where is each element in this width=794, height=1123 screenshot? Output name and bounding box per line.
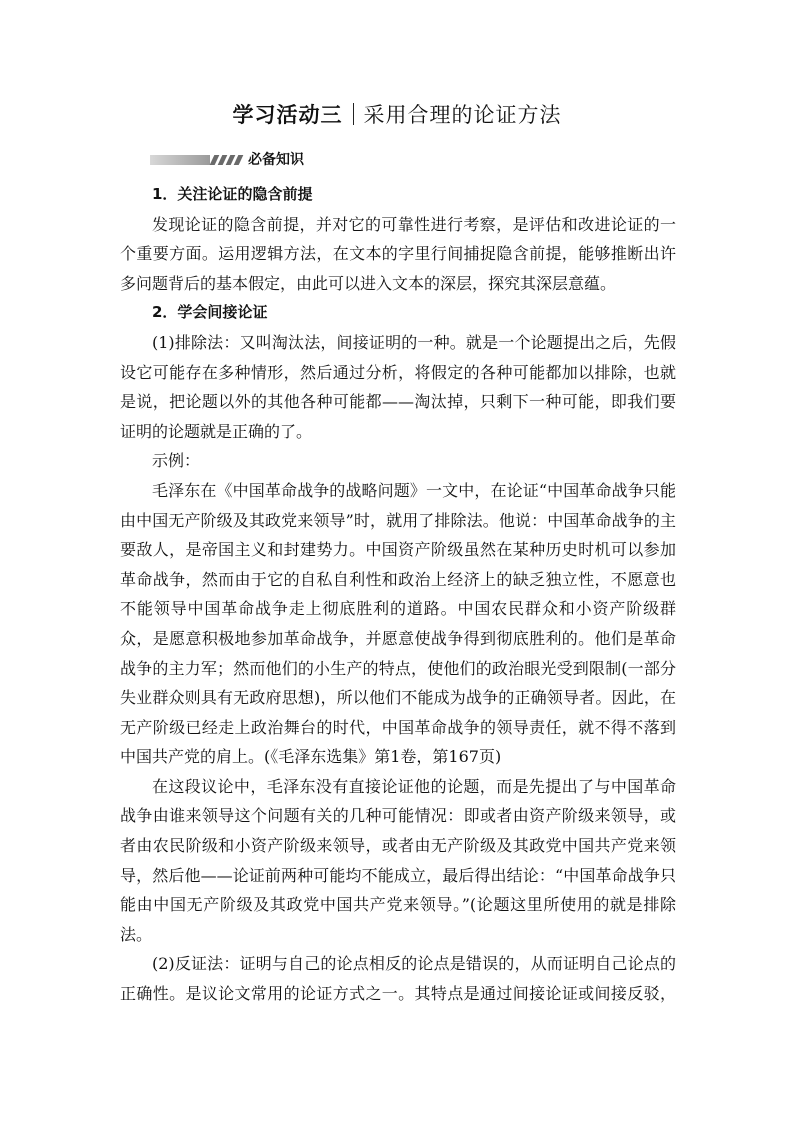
section-bar-gradient <box>150 155 210 165</box>
heading-2: 2．学会间接论证 <box>152 303 268 322</box>
paragraph-2: (1)排除法：又叫淘汰法，间接证明的一种。就是一个论题提出之后，先假设它可能存在多种情形，然后通过分析，将假定的各种可能都加以排除，也就是说，把论题以外的其他各种可能都——淘汰掉，只剩下一种可能，即我们要证明的论题就是正确的了。 <box>120 332 676 441</box>
paragraph-3: (2)反证法：证明与自己的论点相反的论点是错误的，从而证明自己论点的正确性。是议论文常用的论证方式之一。其特点是通过间接论证或间接反驳， <box>120 954 676 1004</box>
section-bar-stripes <box>210 155 240 165</box>
page-title <box>0 100 794 130</box>
section-header <box>150 152 320 168</box>
title-main: 学习活动三 <box>232 103 343 127</box>
heading-1: 1．关注论证的隐含前提 <box>152 185 313 203</box>
section-label: 必备知识 <box>248 152 304 168</box>
paragraph-1: 发现论证的隐含前提，并对它的可靠性进行考察，是评估和改进论证的一个重要方面。运用逻辑方法，在文本的字里行间捕捉隐含前提，能够推断出许多问题背后的基本假定，由此可以进入文本的深层，探究其深层意蕴。 <box>120 214 676 293</box>
paragraph-analysis: 在这段议论中，毛泽东没有直接论证他的论题，而是先提出了与中国革命战争由谁来领导这个问题有关的几种可能情况：即或者由资产阶级来领导，或者由农民阶级和小资产阶级来领导，或者由无产阶级及其政党中国共产党来领导，然后他——论证前两种可能均不能成立，最后得出结论：“中国革命战争只能由中国无产阶级及其政党中国共产党来领导。”(论题这里所使用的就是排除法。 <box>120 776 676 944</box>
title-sub: 采用合理的论证方法 <box>363 103 562 127</box>
title-divider <box>353 103 354 125</box>
paragraph-example: 毛泽东在《中国革命战争的战略问题》一文中，在论证“中国革命战争只能由中国无产阶级及其政党来领导”时，就用了排除法。他说：中国革命战争的主要敌人，是帝国主义和封建势力。中国资产阶级虽然在某种历史时机可以参加革命战争，然而由于它的自私自利性和政治上经济上的缺乏独立性，不愿意也不能领导中国革命战争走上彻底胜利的道路。中国农民群众和小资产阶级群众，是愿意积极地参加革命战争，并愿意使战争得到彻底胜利的。他们是革命战争的主力军；然而他们的小生产的特点，使他们的政治眼光受到限制(一部分失业群众则具有无政府思想)，所以他们不能成为战争的正确领导者。因此，在无产阶级已经走上政治舞台的时代，中国革命战争的领导责任，就不得不落到中国共产党的肩上。(《毛泽东选集》第1卷，第167页) <box>120 480 676 767</box>
paragraph-example-label: 示例： <box>152 451 201 471</box>
body-text <box>120 180 676 1009</box>
